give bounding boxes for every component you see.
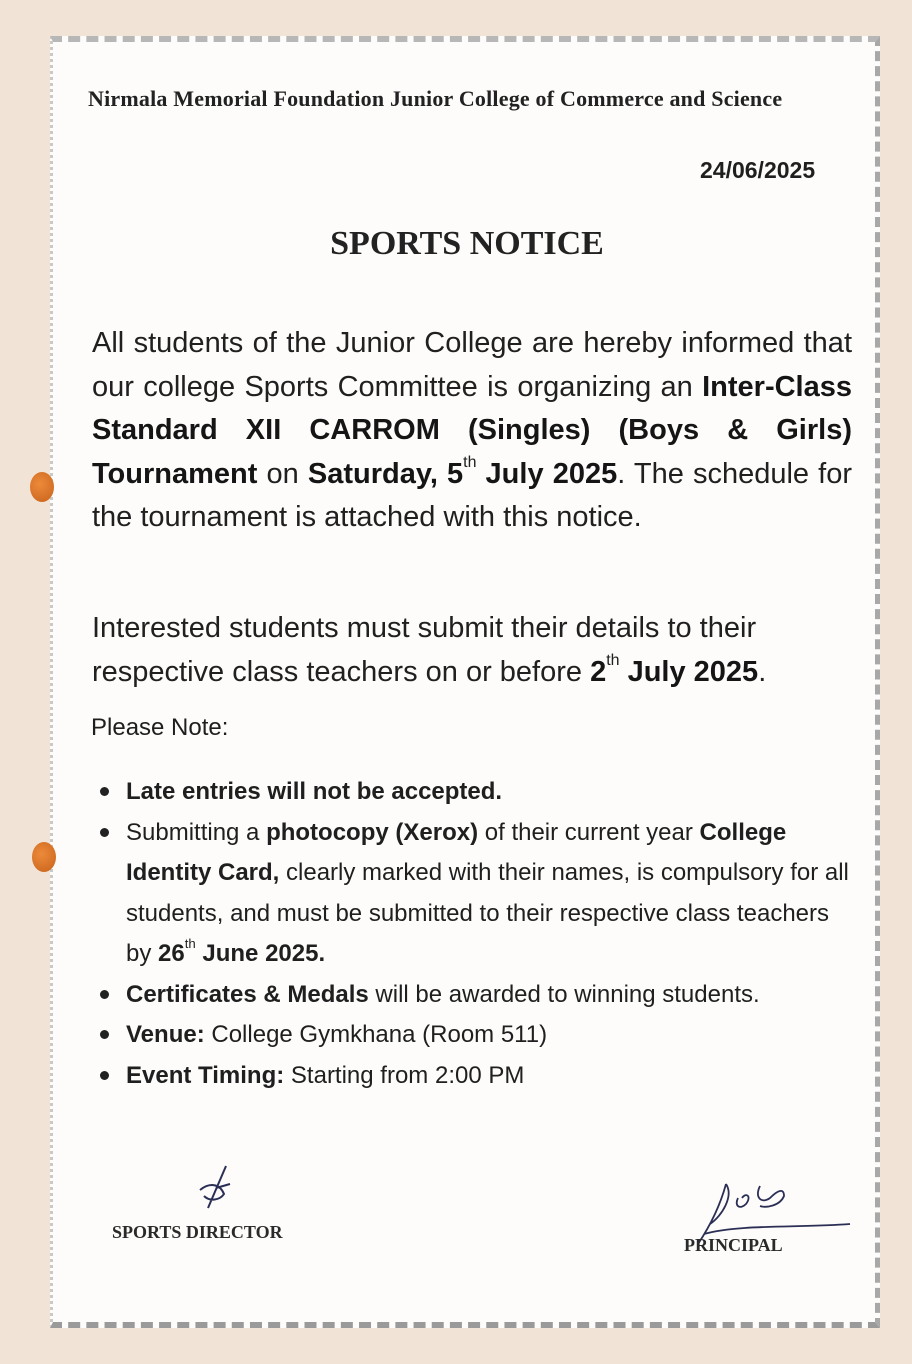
bullet-icon (100, 1030, 109, 1039)
sports-director-label: SPORTS DIRECTOR (112, 1222, 283, 1242)
list-item: Certificates & Medals will be awarded to winning students. (97, 975, 857, 1016)
bullet-icon (100, 828, 109, 837)
principal-label: PRINCIPAL (684, 1235, 783, 1255)
bullet-icon (100, 787, 109, 796)
notice-date: 24/06/2025 (700, 157, 816, 183)
bullet-icon (100, 990, 109, 999)
notice-title: SPORTS NOTICE (330, 225, 604, 262)
note-heading: Please Note: (91, 714, 229, 741)
paragraph-submission: Interested students must submit their details to their respective class teachers on or before 2th July 2025. (92, 612, 767, 688)
bullet-icon (100, 1071, 109, 1080)
college-name: Nirmala Memorial Foundation Junior College of Commerce and Science (88, 86, 783, 111)
list-item: Submitting a photocopy (Xerox) of their current year College Identity Card, clearly marked with their names, is compulsory for all students, and must be submitted to their respective class teachers by 26th June 2025. (97, 813, 857, 975)
punch-hole-bottom (32, 842, 56, 872)
list-item: Late entries will not be accepted. (97, 772, 857, 813)
sports-director-signature (190, 1160, 250, 1220)
list-item: Venue: College Gymkhana (Room 511) (97, 1015, 857, 1056)
notes-list (97, 772, 857, 1096)
list-item: Event Timing: Starting from 2:00 PM (97, 1056, 857, 1097)
punch-hole-top (30, 472, 54, 502)
paragraph-announcement: All students of the Junior College are hereby informed that our college Sports Committee is organizing an Inter-Class Standard XII CARROM (Singles) (Boys & Girls) Tournament on Saturday, 5th July 2025. The schedule for the tournament is attached with this notice. (92, 327, 852, 533)
